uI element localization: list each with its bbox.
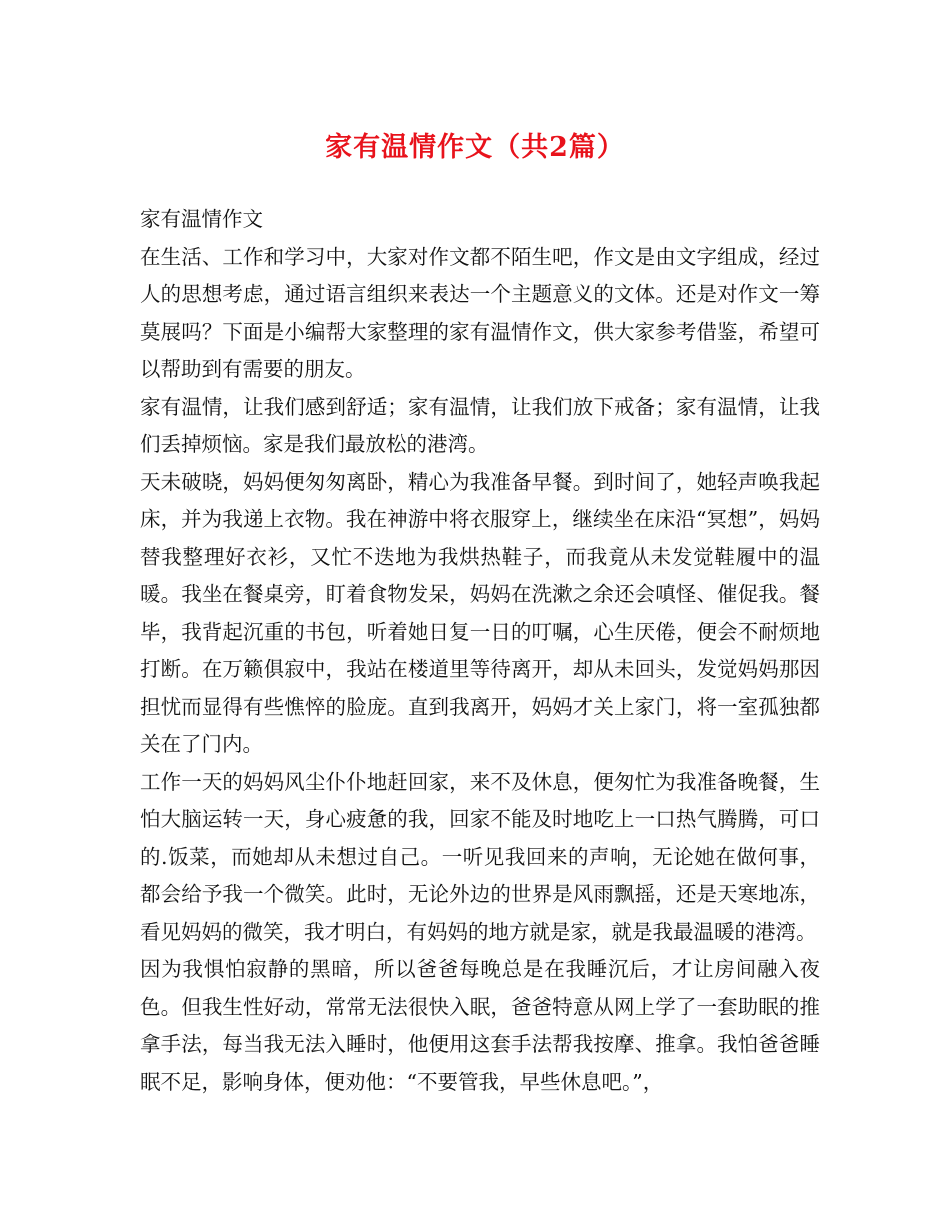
body-paragraph: 家有温情，让我们感到舒适；家有温情，让我们放下戒备；家有温情，让我们丢掉烦恼。家是我们最放松的港湾。 [140, 394, 820, 456]
section-heading: 家有温情作文 [140, 207, 263, 231]
body-paragraph: 天未破晓，妈妈便匆匆离卧，精心为我准备早餐。到时间了，她轻声唤我起床，并为我递上衣物。我在神游中将衣服穿上，继续坐在床沿“冥想”，妈妈替我整理好衣衫，又忙不迭地为我烘热鞋子，而我竟从未发觉鞋履中的温暖。我坐在餐桌旁，盯着食物发呆，妈妈在洗漱之余还会嗔怪、催促我。餐毕，我背起沉重的书包，听着她日复一日的叮嘱，心生厌倦，便会不耐烦地打断。在万籁俱寂中，我站在楼道里等待离开，却从未回头，发觉妈妈那因担忧而显得有些憔悴的脸庞。直到我离开，妈妈才关上家门，将一室孤独都关在了门内。 [140, 469, 820, 756]
document-body [140, 201, 820, 1101]
body-paragraph: 因为我惧怕寂静的黑暗，所以爸爸每晚总是在我睡沉后，才让房间融入夜色。但我生性好动，常常无法很快入眠，爸爸特意从网上学了一套助眠的推拿手法，每当我无法入睡时，他便用这套手法帮我按摩、推拿。我怕爸爸睡眠不足，影响身体，便劝他：“不要管我，早些休息吧。”， [140, 957, 820, 1094]
intro-paragraph: 在生活、工作和学习中，大家对作文都不陌生吧，作文是由文字组成，经过人的思想考虑，通过语言组织来表达一个主题意义的文体。还是对作文一筹莫展吗？下面是小编帮大家整理的家有温情作文，供大家参考借鉴，希望可以帮助到有需要的朋友。 [140, 244, 820, 381]
body-paragraph: 工作一天的妈妈风尘仆仆地赶回家，来不及休息，便匆忙为我准备晚餐，生怕大脑运转一天，身心疲惫的我，回家不能及时地吃上一口热气腾腾，可口的.饭菜，而她却从未想过自己。一听见我回来的声响，无论她在做何事，都会给予我一个微笑。此时，无论外边的世界是风雨飘摇，还是天寒地冻，看见妈妈的微笑，我才明白，有妈妈的地方就是家，就是我最温暖的港湾。 [140, 769, 820, 944]
document-title: 家有温情作文（共2篇） [325, 132, 625, 163]
